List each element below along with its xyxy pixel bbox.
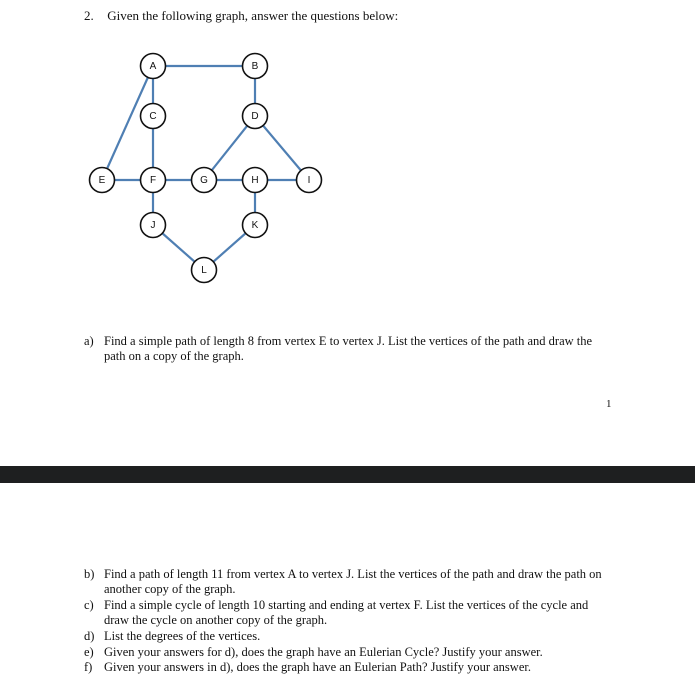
vertex-label: K bbox=[251, 220, 259, 231]
question-prompt: Given the following graph, answer the questions below: bbox=[107, 8, 399, 23]
vertex-label: H bbox=[251, 175, 259, 186]
part-d-label: d) bbox=[84, 629, 95, 643]
vertex-label: J bbox=[150, 220, 156, 231]
vertex-label: E bbox=[98, 175, 106, 186]
part-c-text: Find a simple cycle of length 10 starting and ending at vertex F. List the vertices of the cycle and draw the cycle on another copy of the graph. bbox=[104, 598, 589, 627]
vertex-g bbox=[192, 168, 217, 193]
vertex-e bbox=[90, 168, 115, 193]
vertex-b bbox=[243, 54, 268, 79]
graph-nodes bbox=[90, 54, 322, 283]
vertex-h bbox=[243, 168, 268, 193]
vertex-label: D bbox=[251, 111, 259, 122]
vertex-i bbox=[297, 168, 322, 193]
part-d-text: List the degrees of the vertices. bbox=[104, 629, 261, 643]
vertex-k bbox=[243, 213, 268, 238]
part-b bbox=[84, 567, 614, 597]
part-b-label: b) bbox=[84, 567, 95, 581]
question-number: 2. bbox=[84, 8, 94, 23]
vertex-j bbox=[141, 213, 166, 238]
part-c bbox=[84, 598, 614, 628]
vertex-label: A bbox=[149, 61, 157, 72]
vertex-a bbox=[141, 54, 166, 79]
page-number: 1 bbox=[606, 398, 612, 410]
vertex-label: F bbox=[149, 175, 157, 186]
vertex-label: I bbox=[307, 175, 311, 186]
part-f-text: Given your answers in d), does the graph have an Eulerian Path? Justify your answer. bbox=[104, 660, 531, 674]
part-e-label: e) bbox=[84, 645, 94, 659]
graph-figure bbox=[0, 0, 695, 300]
part-e-text: Given your answers for d), does the graph have an Eulerian Cycle? Justify your answer. bbox=[104, 645, 543, 659]
vertex-label: G bbox=[200, 175, 208, 186]
vertex-label: C bbox=[149, 111, 157, 122]
vertex-f bbox=[141, 168, 166, 193]
page-break-bar bbox=[0, 466, 695, 483]
vertex-l bbox=[192, 258, 217, 283]
vertex-label: B bbox=[251, 61, 259, 72]
part-d bbox=[84, 629, 614, 644]
part-f bbox=[84, 660, 614, 675]
part-a-label: a) bbox=[84, 334, 94, 348]
part-c-label: c) bbox=[84, 598, 94, 612]
vertex-d bbox=[243, 104, 268, 129]
part-e bbox=[84, 645, 614, 660]
part-a bbox=[84, 334, 614, 364]
vertex-c bbox=[141, 104, 166, 129]
vertex-label: L bbox=[201, 265, 207, 276]
part-b-text: Find a path of length 11 from vertex A to vertex J. List the vertices of the path and draw the path on another copy of the graph. bbox=[104, 567, 602, 596]
part-f-label: f) bbox=[84, 660, 93, 674]
part-a-text: Find a simple path of length 8 from vertex E to vertex J. List the vertices of the path and draw the path on a copy of the graph. bbox=[104, 334, 593, 363]
